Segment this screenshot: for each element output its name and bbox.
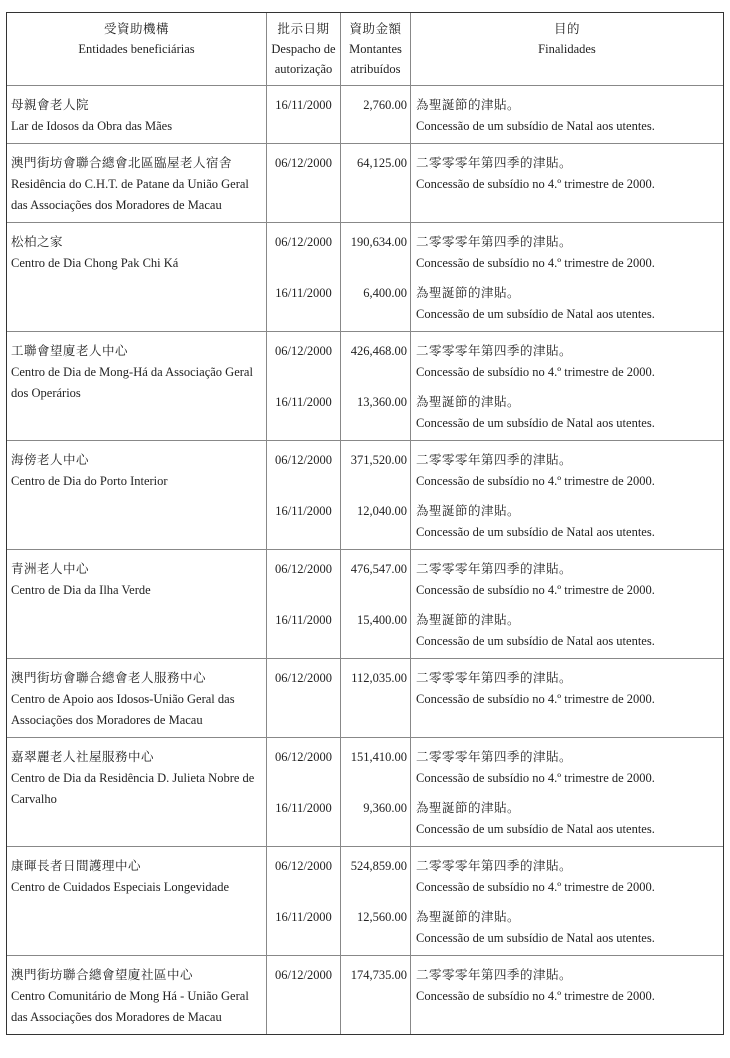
- purpose-zh: 為聖誕節的津貼。: [416, 286, 521, 300]
- header-amount-zh: 資助金額: [349, 22, 402, 36]
- authorization-date: 16/11/2000: [275, 286, 332, 300]
- date-entry: [267, 610, 340, 652]
- purpose-entry: [416, 965, 723, 1007]
- amount-entry: [341, 153, 407, 195]
- amount-entry: [341, 907, 407, 949]
- amount-entry: [341, 668, 407, 710]
- authorization-date: 16/11/2000: [275, 801, 332, 815]
- entity-name-zh: 澳門街坊會聯合總會北區臨屋老人宿舍: [11, 156, 233, 170]
- table-body: [7, 86, 723, 1034]
- entity-name-pt: Lar de Idosos da Obra das Mães: [11, 119, 173, 133]
- purpose-zh: 為聖誕節的津貼。: [416, 613, 521, 627]
- purpose-entry: [416, 907, 723, 949]
- purpose-entry: [416, 283, 723, 325]
- entity-name-zh: 工聯會望廈老人中心: [11, 344, 129, 358]
- amount-value: 426,468.00: [350, 344, 407, 358]
- amount-value: 64,125.00: [357, 156, 407, 170]
- amount-entry: [341, 798, 407, 840]
- amount-value: 190,634.00: [350, 235, 407, 249]
- table-row: [7, 86, 723, 144]
- purpose-pt: Concessão de subsídio no 4.º trimestre de 2000.: [416, 474, 655, 488]
- amount-entry: [341, 392, 407, 434]
- purpose-zh: 二零零零年第四季的津貼。: [416, 344, 573, 358]
- header-amount-pt1: Montantes: [349, 42, 402, 56]
- purpose-cell: [411, 738, 723, 846]
- authorization-date: 06/12/2000: [275, 235, 332, 249]
- table-row: [7, 738, 723, 847]
- purpose-zh: 為聖誕節的津貼。: [416, 801, 521, 815]
- entity-cell: [7, 332, 267, 440]
- entity-cell: [7, 223, 267, 331]
- date-entry: [267, 856, 340, 898]
- date-entry: [267, 668, 340, 710]
- amount-value: 371,520.00: [350, 453, 407, 467]
- amount-entry: [341, 610, 407, 652]
- purpose-pt: Concessão de subsídio no 4.º trimestre de 2000.: [416, 880, 655, 894]
- table-header: [7, 13, 723, 86]
- entity-name-pt: Centro de Apoio aos Idosos-União Geral das Associações dos Moradores de Macau: [11, 692, 235, 727]
- date-entry: [267, 392, 340, 434]
- table-row: [7, 223, 723, 332]
- amount-entry: [341, 965, 407, 1007]
- date-entry: [267, 450, 340, 492]
- amount-value: 9,360.00: [363, 801, 407, 815]
- purpose-zh: 二零零零年第四季的津貼。: [416, 671, 573, 685]
- amount-cell: [341, 144, 411, 222]
- purpose-pt: Concessão de um subsídio de Natal aos utentes.: [416, 416, 655, 430]
- entity-name-zh: 母親會老人院: [11, 98, 90, 112]
- amount-cell: [341, 223, 411, 331]
- purpose-cell: [411, 332, 723, 440]
- purpose-cell: [411, 86, 723, 143]
- date-entry: [267, 907, 340, 949]
- entity-name-pt: Centro de Dia do Porto Interior: [11, 474, 168, 488]
- amount-value: 524,859.00: [350, 859, 407, 873]
- amount-entry: [341, 341, 407, 383]
- purpose-zh: 二零零零年第四季的津貼。: [416, 968, 573, 982]
- amount-entry: [341, 450, 407, 492]
- purpose-zh: 二零零零年第四季的津貼。: [416, 235, 573, 249]
- date-cell: [267, 738, 341, 846]
- header-date-pt1: Despacho de: [271, 42, 336, 56]
- authorization-date: 16/11/2000: [275, 504, 332, 518]
- date-entry: [267, 747, 340, 789]
- entity-name-pt: Centro de Cuidados Especiais Longevidade: [11, 880, 229, 894]
- date-entry: [267, 798, 340, 840]
- entity-cell: [7, 847, 267, 955]
- amount-cell: [341, 659, 411, 737]
- purpose-pt: Concessão de subsídio no 4.º trimestre de 2000.: [416, 365, 655, 379]
- amount-value: 2,760.00: [363, 98, 407, 112]
- purpose-pt: Concessão de um subsídio de Natal aos utentes.: [416, 822, 655, 836]
- date-cell: [267, 659, 341, 737]
- purpose-entry: [416, 392, 723, 434]
- purpose-pt: Concessão de um subsídio de Natal aos utentes.: [416, 525, 655, 539]
- purpose-cell: [411, 550, 723, 658]
- entity-name-zh: 青洲老人中心: [11, 562, 90, 576]
- purpose-pt: Concessão de um subsídio de Natal aos utentes.: [416, 634, 655, 648]
- purpose-entry: [416, 501, 723, 543]
- amount-entry: [341, 559, 407, 601]
- date-cell: [267, 956, 341, 1034]
- purpose-pt: Concessão de subsídio no 4.º trimestre de 2000.: [416, 583, 655, 597]
- table-row: [7, 144, 723, 223]
- entity-name-pt: Residência do C.H.T. de Patane da União Geral das Associações dos Moradores de Macau: [11, 177, 249, 212]
- date-entry: [267, 153, 340, 195]
- amount-entry: [341, 501, 407, 543]
- purpose-zh: 二零零零年第四季的津貼。: [416, 453, 573, 467]
- date-cell: [267, 441, 341, 549]
- authorization-date: 06/12/2000: [275, 344, 332, 358]
- entity-cell: [7, 956, 267, 1034]
- entity-name-pt: Centro de Dia de Mong-Há da Associação Geral dos Operários: [11, 365, 253, 400]
- amount-cell: [341, 847, 411, 955]
- purpose-zh: 為聖誕節的津貼。: [416, 910, 521, 924]
- header-purpose-pt: Finalidades: [538, 42, 596, 56]
- purpose-entry: [416, 95, 723, 137]
- authorization-date: 06/12/2000: [275, 968, 332, 982]
- entity-cell: [7, 738, 267, 846]
- amount-entry: [341, 232, 407, 274]
- purpose-cell: [411, 847, 723, 955]
- amount-value: 15,400.00: [357, 613, 407, 627]
- purpose-entry: [416, 232, 723, 274]
- header-purpose-zh: 目的: [553, 22, 580, 36]
- entity-cell: [7, 659, 267, 737]
- amount-cell: [341, 86, 411, 143]
- purpose-zh: 二零零零年第四季的津貼。: [416, 750, 573, 764]
- header-entity-pt: Entidades beneficiárias: [78, 42, 195, 56]
- purpose-pt: Concessão de subsídio no 4.º trimestre de 2000.: [416, 256, 655, 270]
- purpose-zh: 二零零零年第四季的津貼。: [416, 562, 573, 576]
- purpose-zh: 為聖誕節的津貼。: [416, 395, 521, 409]
- amount-value: 12,040.00: [357, 504, 407, 518]
- authorization-date: 06/12/2000: [275, 750, 332, 764]
- amount-cell: [341, 332, 411, 440]
- entity-cell: [7, 86, 267, 143]
- entity-cell: [7, 144, 267, 222]
- amount-entry: [341, 856, 407, 898]
- purpose-zh: 為聖誕節的津貼。: [416, 504, 521, 518]
- date-cell: [267, 332, 341, 440]
- date-entry: [267, 965, 340, 1007]
- authorization-date: 06/12/2000: [275, 156, 332, 170]
- header-entity-zh: 受資助機構: [103, 22, 169, 36]
- amount-entry: [341, 747, 407, 789]
- date-cell: [267, 550, 341, 658]
- authorization-date: 06/12/2000: [275, 671, 332, 685]
- purpose-entry: [416, 747, 723, 789]
- amount-entry: [341, 95, 407, 137]
- purpose-entry: [416, 450, 723, 492]
- amount-value: 12,560.00: [357, 910, 407, 924]
- purpose-cell: [411, 956, 723, 1034]
- purpose-entry: [416, 153, 723, 195]
- purpose-cell: [411, 223, 723, 331]
- header-date: [267, 13, 341, 85]
- amount-entry: [341, 283, 407, 325]
- amount-value: 476,547.00: [350, 562, 407, 576]
- purpose-entry: [416, 341, 723, 383]
- entity-name-pt: Centro de Dia Chong Pak Chi Ká: [11, 256, 179, 270]
- table-row: [7, 847, 723, 956]
- date-entry: [267, 341, 340, 383]
- amount-value: 6,400.00: [363, 286, 407, 300]
- purpose-cell: [411, 659, 723, 737]
- header-amount-pt2: atribuídos: [350, 62, 401, 76]
- entity-cell: [7, 550, 267, 658]
- entity-name-zh: 澳門街坊聯合總會望廈社區中心: [11, 968, 194, 982]
- purpose-pt: Concessão de subsídio no 4.º trimestre de 2000.: [416, 989, 655, 1003]
- amount-value: 151,410.00: [350, 750, 407, 764]
- authorization-date: 06/12/2000: [275, 453, 332, 467]
- authorization-date: 06/12/2000: [275, 859, 332, 873]
- date-cell: [267, 144, 341, 222]
- table-row: [7, 550, 723, 659]
- purpose-pt: Concessão de um subsídio de Natal aos utentes.: [416, 931, 655, 945]
- amount-cell: [341, 441, 411, 549]
- table-row: [7, 332, 723, 441]
- table-row: [7, 956, 723, 1034]
- amount-cell: [341, 550, 411, 658]
- purpose-zh: 為聖誕節的津貼。: [416, 98, 521, 112]
- entity-name-pt: Centro de Dia da Ilha Verde: [11, 583, 151, 597]
- amount-cell: [341, 738, 411, 846]
- purpose-pt: Concessão de subsídio no 4.º trimestre de 2000.: [416, 771, 655, 785]
- date-entry: [267, 95, 340, 137]
- entity-name-zh: 澳門街坊會聯合總會老人服務中心: [11, 671, 207, 685]
- authorization-date: 06/12/2000: [275, 562, 332, 576]
- entity-name-pt: Centro Comunitário de Mong Há - União Geral das Associações dos Moradores de Macau: [11, 989, 249, 1024]
- authorization-date: 16/11/2000: [275, 395, 332, 409]
- authorization-date: 16/11/2000: [275, 98, 332, 112]
- header-purpose: [411, 13, 723, 85]
- date-entry: [267, 559, 340, 601]
- header-amount: [341, 13, 411, 85]
- amount-value: 112,035.00: [351, 671, 407, 685]
- purpose-entry: [416, 668, 723, 710]
- header-date-zh: 批示日期: [277, 22, 330, 36]
- purpose-pt: Concessão de subsídio no 4.º trimestre de 2000.: [416, 177, 655, 191]
- purpose-entry: [416, 559, 723, 601]
- purpose-cell: [411, 441, 723, 549]
- purpose-entry: [416, 610, 723, 652]
- table-row: [7, 659, 723, 738]
- authorization-date: 16/11/2000: [275, 613, 332, 627]
- purpose-pt: Concessão de subsídio no 4.º trimestre de 2000.: [416, 692, 655, 706]
- date-cell: [267, 86, 341, 143]
- date-entry: [267, 283, 340, 325]
- amount-cell: [341, 956, 411, 1034]
- purpose-entry: [416, 798, 723, 840]
- date-cell: [267, 847, 341, 955]
- entity-name-zh: 康暉長者日間護理中心: [11, 859, 142, 873]
- entity-name-zh: 松柏之家: [11, 235, 64, 249]
- authorization-date: 16/11/2000: [275, 910, 332, 924]
- purpose-cell: [411, 144, 723, 222]
- header-entity: [7, 13, 267, 85]
- header-date-pt2: autorização: [274, 62, 333, 76]
- date-cell: [267, 223, 341, 331]
- entity-name-zh: 海傍老人中心: [11, 453, 90, 467]
- date-entry: [267, 232, 340, 274]
- purpose-zh: 二零零零年第四季的津貼。: [416, 859, 573, 873]
- entity-cell: [7, 441, 267, 549]
- entity-name-pt: Centro de Dia da Residência D. Julieta Nobre de Carvalho: [11, 771, 255, 806]
- purpose-pt: Concessão de um subsídio de Natal aos utentes.: [416, 119, 655, 133]
- purpose-pt: Concessão de um subsídio de Natal aos utentes.: [416, 307, 655, 321]
- table-row: [7, 441, 723, 550]
- subsidy-table: [6, 12, 724, 1035]
- amount-value: 174,735.00: [350, 968, 407, 982]
- entity-name-zh: 嘉翠麗老人社屋服務中心: [11, 750, 155, 764]
- amount-value: 13,360.00: [357, 395, 407, 409]
- purpose-zh: 二零零零年第四季的津貼。: [416, 156, 573, 170]
- date-entry: [267, 501, 340, 543]
- purpose-entry: [416, 856, 723, 898]
